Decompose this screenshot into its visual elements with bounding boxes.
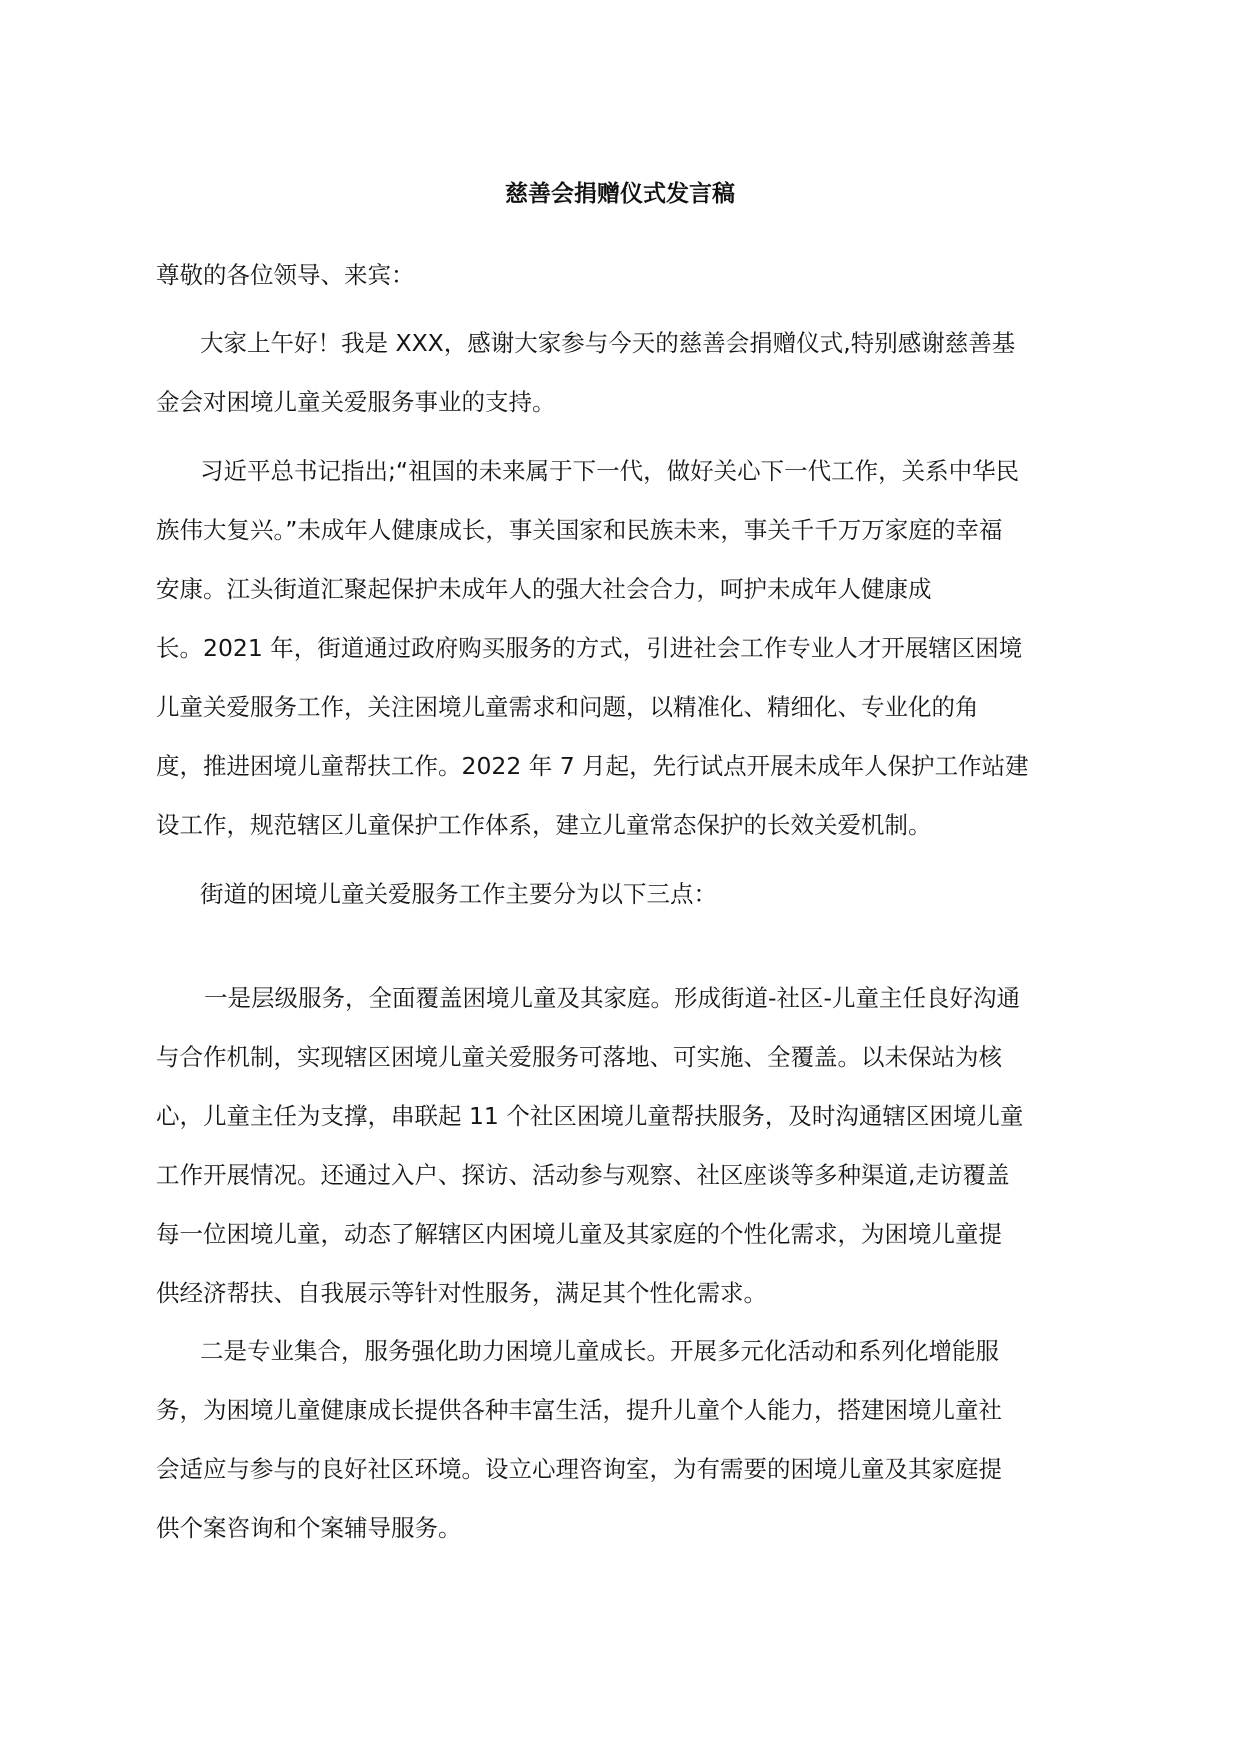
paragraph-line: 街道的困境儿童关爱服务工作主要分为以下三点： <box>200 880 717 908</box>
salutation-line: 尊敬的各位领导、来宾： <box>156 261 415 289</box>
paragraph-line: 设工作，规范辖区儿童保护工作体系，建立儿童常态保护的长效关爱机制。 <box>156 811 932 839</box>
paragraph-line: 习近平总书记指出;“祖国的未来属于下一代，做好关心下一代工作，关系中华民 <box>200 457 1020 485</box>
paragraph-line: 每一位困境儿童，动态了解辖区内困境儿童及其家庭的个性化需求，为困境儿童提 <box>156 1220 1002 1248</box>
paragraph-line: 与合作机制，实现辖区困境儿童关爱服务可落地、可实施、全覆盖。以未保站为核 <box>156 1043 1002 1071</box>
paragraph-line: 一是层级服务，全面覆盖困境儿童及其家庭。形成街道-社区-儿童主任良好沟通 <box>204 984 1020 1012</box>
paragraph-line: 会适应与参与的良好社区环境。设立心理咨询室，为有需要的困境儿童及其家庭提 <box>156 1455 1002 1483</box>
document-title: 慈善会捐赠仪式发言稿 <box>505 180 735 207</box>
paragraph-line: 供个案咨询和个案辅导服务。 <box>156 1514 462 1542</box>
paragraph-line: 大家上午好！我是 XXX，感谢大家参与今天的慈善会捐赠仪式,特别感谢慈善基 <box>200 329 1016 357</box>
paragraph-line: 儿童关爱服务工作，关注困境儿童需求和问题，以精准化、精细化、专业化的角 <box>156 693 979 721</box>
paragraph-line: 安康。江头街道汇聚起保护未成年人的强大社会合力，呵护未成年人健康成 <box>156 575 932 603</box>
paragraph-line: 长。2021 年，街道通过政府购买服务的方式，引进社会工作专业人才开展辖区困境 <box>156 634 1023 662</box>
paragraph-line: 工作开展情况。还通过入户、探访、活动参与观察、社区座谈等多种渠道,走访覆盖 <box>156 1161 1010 1189</box>
paragraph-line: 二是专业集合，服务强化助力困境儿童成长。开展多元化活动和系列化增能服 <box>200 1337 999 1365</box>
paragraph-line: 心，儿童主任为支撑，串联起 11 个社区困境儿童帮扶服务，及时沟通辖区困境儿童 <box>156 1102 1024 1130</box>
paragraph-line: 度，推进困境儿童帮扶工作。2022 年 7 月起，先行试点开展未成年人保护工作站建 <box>156 752 1029 780</box>
paragraph-line: 金会对困境儿童关爱服务事业的支持。 <box>156 388 556 416</box>
paragraph-line: 族伟大复兴。”未成年人健康成长，事关国家和民族未来，事关千千万万家庭的幸福 <box>156 516 1003 544</box>
paragraph-line: 供经济帮扶、自我展示等针对性服务，满足其个性化需求。 <box>156 1279 767 1307</box>
paragraph-line: 务，为困境儿童健康成长提供各种丰富生活，提升儿童个人能力，搭建困境儿童社 <box>156 1396 1002 1424</box>
